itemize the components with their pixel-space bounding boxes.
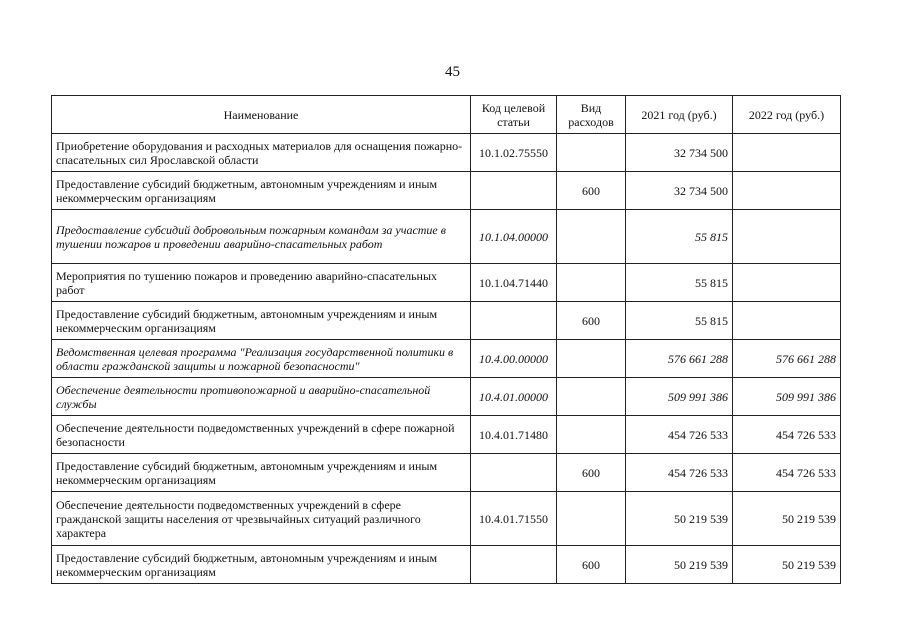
row-code (471, 546, 557, 584)
row-type: 600 (557, 172, 626, 210)
row-code: 10.4.01.71480 (471, 416, 557, 454)
row-2022: 50 219 539 (733, 546, 841, 584)
row-2022: 50 219 539 (733, 492, 841, 546)
header-type: Вид расходов (557, 96, 626, 134)
row-2021: 32 734 500 (626, 172, 733, 210)
row-2022 (733, 264, 841, 302)
row-name: Ведомственная целевая программа "Реализация государственной политики в области гражданской защиты и пожарной безопасности" (52, 340, 471, 378)
row-2021: 576 661 288 (626, 340, 733, 378)
table-row (52, 264, 841, 302)
table-row (52, 134, 841, 172)
row-name: Предоставление субсидий бюджетным, автономным учреждениям и иным некоммерческим организациям (52, 172, 471, 210)
row-type (557, 340, 626, 378)
row-code (471, 454, 557, 492)
row-name: Обеспечение деятельности подведомственных учреждений в сфере пожарной безопасности (52, 416, 471, 454)
row-code: 10.1.04.00000 (471, 210, 557, 264)
row-name: Приобретение оборудования и расходных материалов для оснащения пожарно-спасательных сил Ярославской области (52, 134, 471, 172)
row-code: 10.4.00.00000 (471, 340, 557, 378)
row-2021: 32 734 500 (626, 134, 733, 172)
row-2021: 509 991 386 (626, 378, 733, 416)
row-2022: 576 661 288 (733, 340, 841, 378)
row-code: 10.4.01.71550 (471, 492, 557, 546)
row-code: 10.1.04.71440 (471, 264, 557, 302)
row-name: Предоставление субсидий бюджетным, автономным учреждениям и иным некоммерческим организациям (52, 546, 471, 584)
page-number: 45 (445, 64, 460, 80)
row-type (557, 378, 626, 416)
header-2022: 2022 год (руб.) (733, 96, 841, 134)
row-code (471, 302, 557, 340)
row-code (471, 172, 557, 210)
row-type: 600 (557, 302, 626, 340)
row-code: 10.1.02.75550 (471, 134, 557, 172)
row-code: 10.4.01.00000 (471, 378, 557, 416)
row-2022 (733, 210, 841, 264)
row-2021: 454 726 533 (626, 416, 733, 454)
table-row (52, 378, 841, 416)
header-code: Код целевой статьи (471, 96, 557, 134)
row-type (557, 264, 626, 302)
row-name: Предоставление субсидий добровольным пожарным командам за участие в тушении пожаров и проведении аварийно-спасательных работ (52, 210, 471, 264)
row-2022: 454 726 533 (733, 416, 841, 454)
header-name: Наименование (52, 96, 471, 134)
row-name: Мероприятия по тушению пожаров и проведению аварийно-спасательных работ (52, 264, 471, 302)
row-name: Предоставление субсидий бюджетным, автономным учреждениям и иным некоммерческим организациям (52, 454, 471, 492)
row-2022: 454 726 533 (733, 454, 841, 492)
header-2021: 2021 год (руб.) (626, 96, 733, 134)
row-type: 600 (557, 546, 626, 584)
table-row (52, 172, 841, 210)
row-type (557, 134, 626, 172)
row-2021: 55 815 (626, 264, 733, 302)
table-row (52, 416, 841, 454)
table-header-row (52, 96, 841, 134)
row-2021: 55 815 (626, 210, 733, 264)
row-2021: 50 219 539 (626, 492, 733, 546)
table-row (52, 210, 841, 264)
row-2022 (733, 134, 841, 172)
row-2021: 55 815 (626, 302, 733, 340)
table-row (52, 492, 841, 546)
row-type (557, 210, 626, 264)
row-type: 600 (557, 454, 626, 492)
row-type (557, 416, 626, 454)
row-2022 (733, 302, 841, 340)
table-row (52, 302, 841, 340)
table-row (52, 546, 841, 584)
budget-table (51, 95, 841, 584)
row-name: Обеспечение деятельности противопожарной и аварийно-спасательной службы (52, 378, 471, 416)
row-name: Предоставление субсидий бюджетным, автономным учреждениям и иным некоммерческим организациям (52, 302, 471, 340)
row-type (557, 492, 626, 546)
table-row (52, 454, 841, 492)
row-2022: 509 991 386 (733, 378, 841, 416)
row-2021: 454 726 533 (626, 454, 733, 492)
row-2021: 50 219 539 (626, 546, 733, 584)
row-2022 (733, 172, 841, 210)
table-body (52, 134, 841, 584)
table-row (52, 340, 841, 378)
row-name: Обеспечение деятельности подведомственных учреждений в сфере гражданской защиты населения от чрезвычайных ситуаций различного характера (52, 492, 471, 546)
